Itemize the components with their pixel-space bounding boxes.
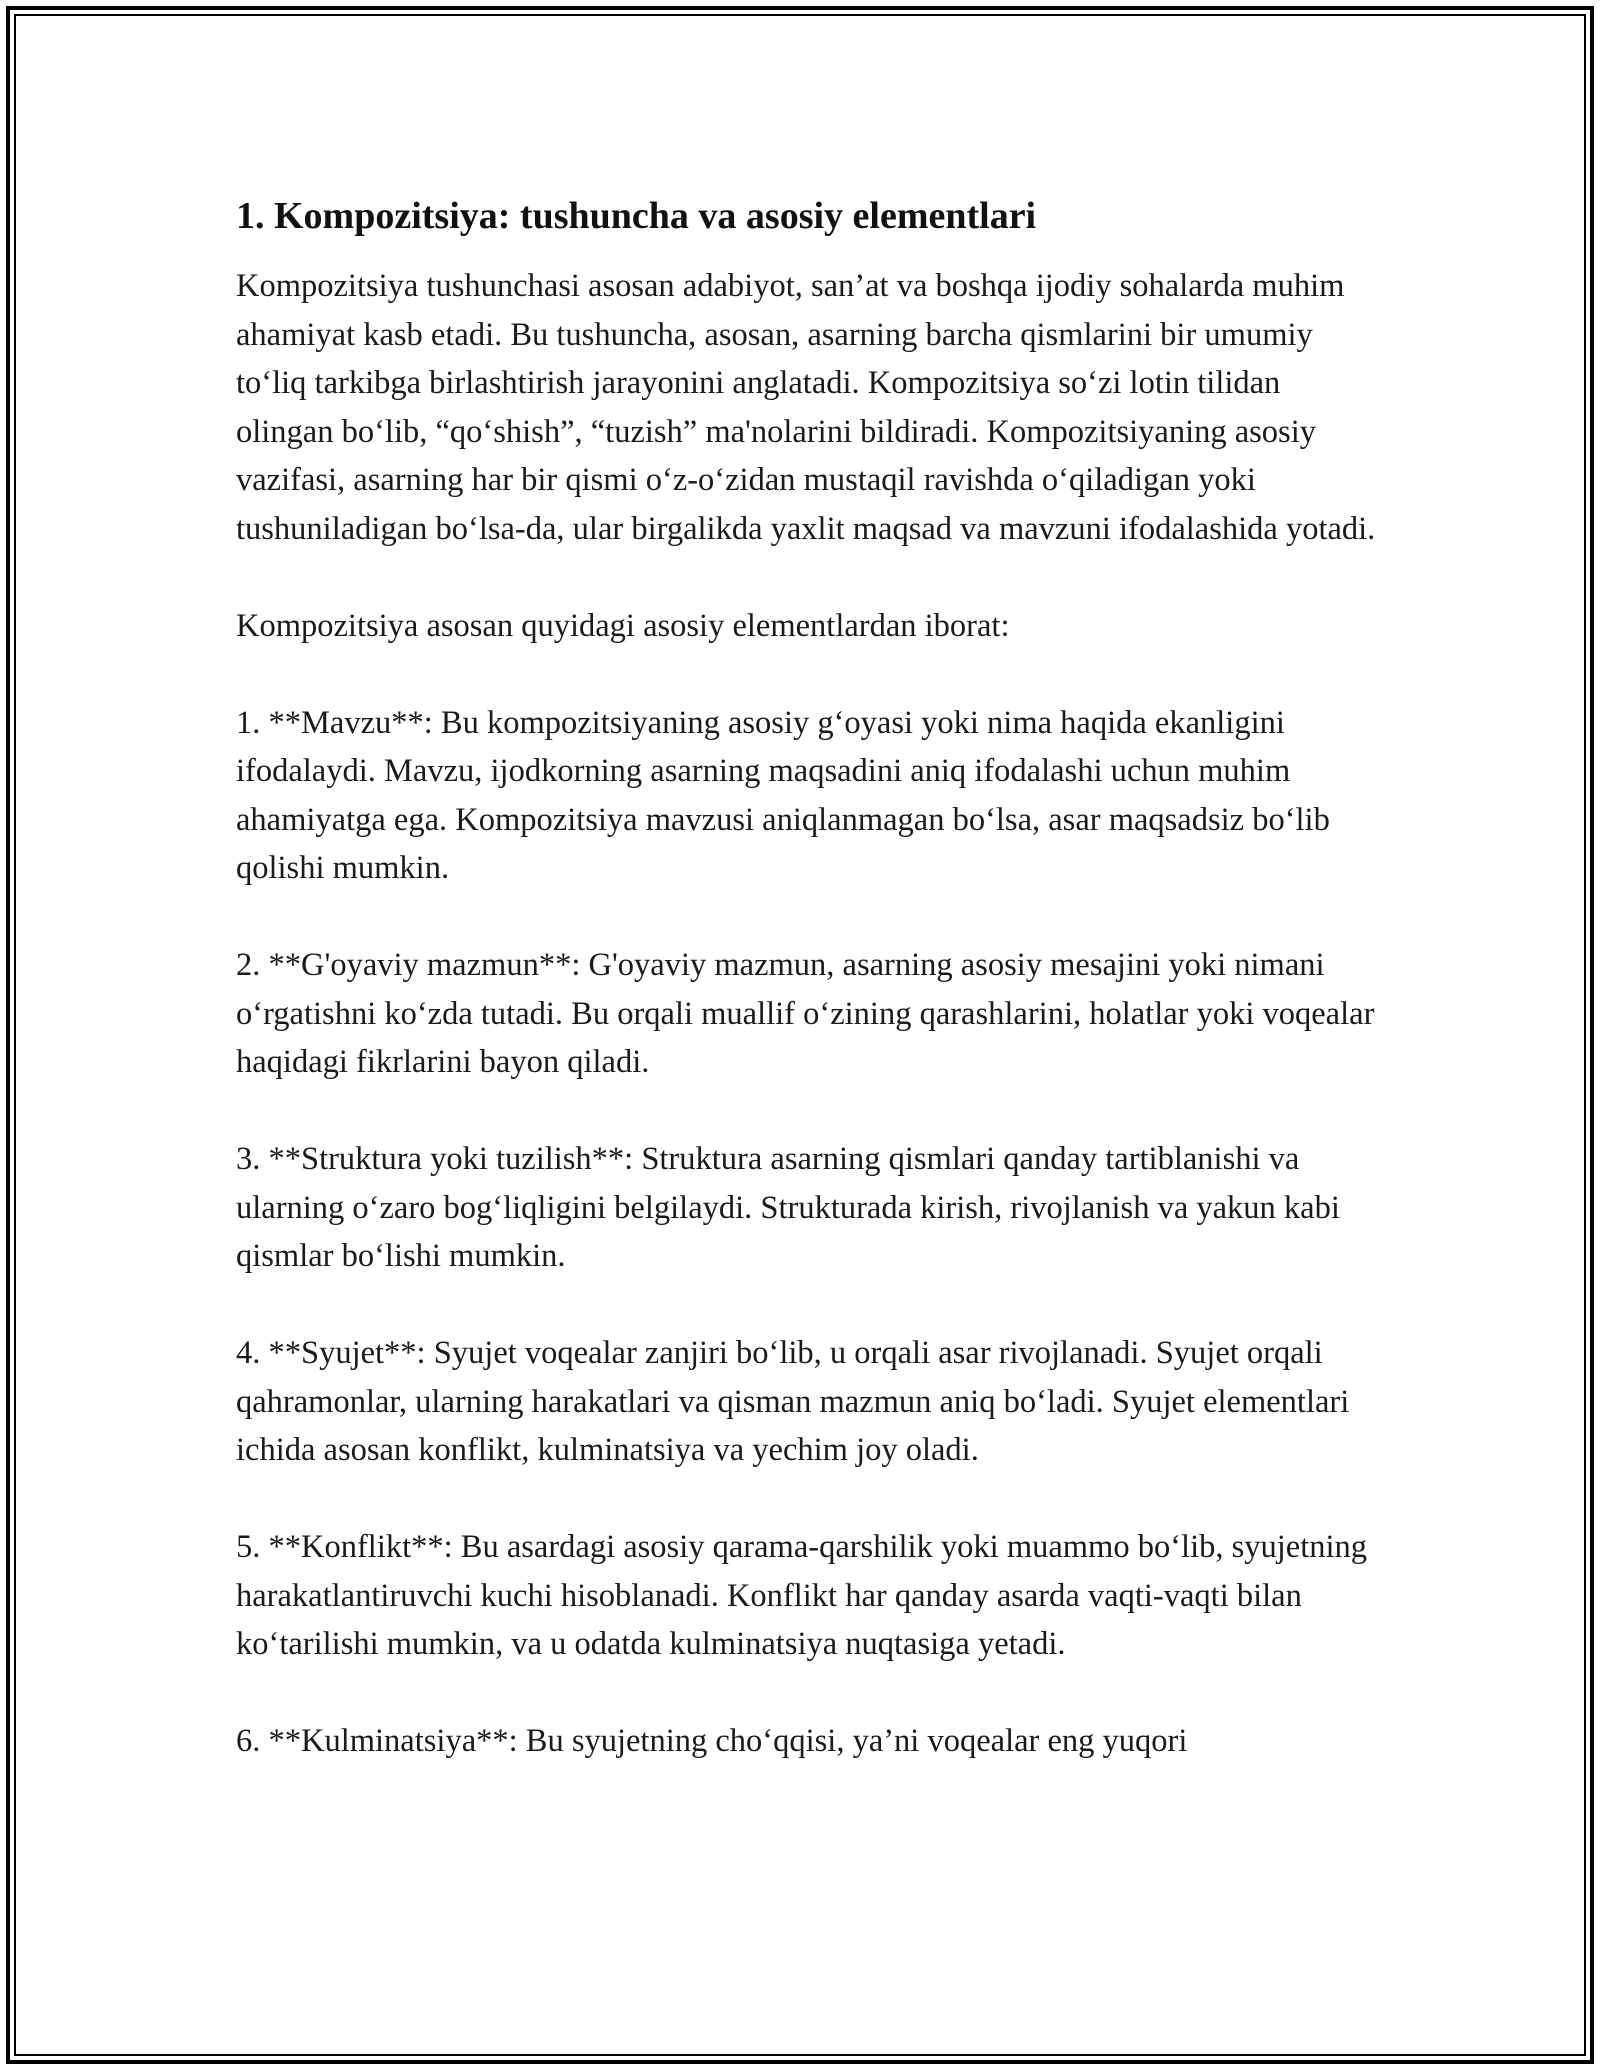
list-item-kulminatsiya: 6. **Kulminatsiya**: Bu syujetning cho‘qqisi, ya’ni voqealar eng yuqori	[236, 1723, 1188, 1759]
list-item-mavzu: 1. **Mavzu**: Bu kompozitsiyaning asosiy g‘oyasi yoki nima haqida ekanligini ifodalaydi. Mavzu, ijodkorning asarning maqsadini aniq ifodalashi uchun muhim ahamiyatga ega. Kompozitsiya mavzusi aniqlanmagan bo‘lsa, asar maqsadsiz bo‘lib qolishi mumkin.	[236, 704, 1330, 886]
list-item-syujet: 4. **Syujet**: Syujet voqealar zanjiri bo‘lib, u orqali asar rivojlanadi. Syujet orqali qahramonlar, ularning harakatlari va qisman mazmun aniq bo‘ladi. Syujet elementlari ichida asosan konflikt, kulminatsiya va yechim joy oladi.	[236, 1335, 1350, 1468]
list-item-struktura: 3. **Struktura yoki tuzilish**: Struktura asarning qismlari qanday tartiblanishi va ularning o‘zaro bog‘liqligini belgilaydi. Strukturada kirish, rivojlanish va yakun kabi qismlar bo‘lishi mumkin.	[236, 1141, 1340, 1274]
paragraph-intro: Kompozitsiya tushunchasi asosan adabiyot, san’at va boshqa ijodiy sohalarda muhim ahamiyat kasb etadi. Bu tushuncha, asosan, asarning barcha qismlarini bir umumiy to‘liq tarkibga birlashtirish jarayonini anglatadi. Kompozitsiya so‘zi lotin tilidan olingan bo‘lib, “qo‘shish”, “tuzish” ma'nolarini bildiradi. Kompozitsiyaning asosiy vazifasi, asarning har bir qismi o‘z-o‘zidan mustaqil ravishda o‘qiladigan yoki tushuniladigan bo‘lsa-da, ular birgalikda yaxlit maqsad va mavzuni ifodalashida yotadi.	[236, 268, 1376, 547]
list-item-goyaviy-mazmun: 2. **G'oyaviy mazmun**: G'oyaviy mazmun, asarning asosiy mesajini yoki nimani o‘rgatishni ko‘zda tutadi. Bu orqali muallif o‘zining qarashlarini, holatlar yoki voqealar haqidagi fikrlarini bayon qiladi.	[236, 947, 1375, 1080]
paragraph-elements-lead: Kompozitsiya asosan quyidagi asosiy elementlardan iborat:	[236, 607, 1010, 644]
list-item-konflikt: 5. **Konflikt**: Bu asardagi asosiy qarama-qarshilik yoki muammo bo‘lib, syujetning harakatlantiruvchi kuchi hisoblanadi. Konflikt har qanday asarda vaqti-vaqti bilan ko‘tarilishi mumkin, va u odatda kulminatsiya nuqtasiga yetadi.	[236, 1529, 1368, 1662]
section-heading: 1. Kompozitsiya: tushuncha va asosiy elementlari	[236, 195, 1037, 237]
document-body	[236, 190, 1376, 1814]
